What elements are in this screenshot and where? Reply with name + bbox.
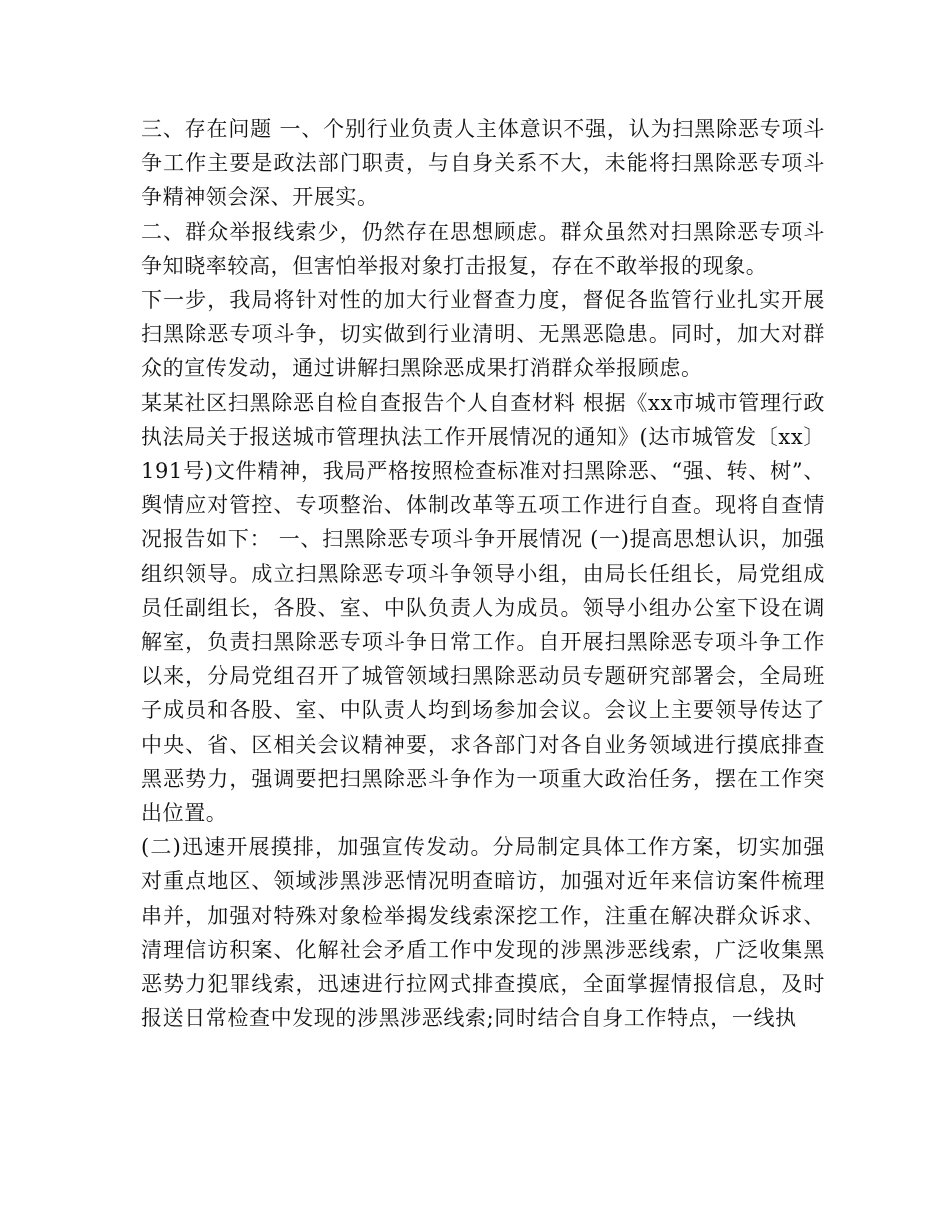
- paragraph-problems: 三、存在问题 一、个别行业负责人主体意识不强，认为扫黑除恶专项斗争工作主要是政法部门职责，与自身关系不大，未能将扫黑除恶专项斗争精神领会深、开展实。: [141, 117, 825, 210]
- paragraph-next-steps: 下一步，我局将针对性的加大行业督查力度，督促各监管行业扎实开展扫黑除恶专项斗争，切实做到行业清明、无黑恶隐患。同时，加大对群众的宣传发动，通过讲解扫黑除恶成果打消群众举报顾虑。: [141, 288, 825, 381]
- paragraph-reporting-clues: 二、群众举报线索少，仍然存在思想顾虑。群众虽然对扫黑除恶专项斗争知晓率较高，但害怕举报对象打击报复，存在不敢举报的现象。: [141, 219, 825, 278]
- paragraph-self-inspection-report: 某某社区扫黑除恶自检自查报告个人自查材料 根据《xx市城市管理行政执法局关于报送城市管理执法工作开展情况的通知》(达市城管发〔xx〕191号)文件精神，我局严格按照检查标准对扫黑除恶、“强、转、树”、舆情应对管控、专项整治、体制改革等五项工作进行自查。现将自查情况报告如下： 一、扫黑除恶专项斗争开展情况 (一)提高思想认识，加强组织领导。成立扫黑除恶专项斗争领导小组，由局长任组长，局党组成员任副组长，各股、室、中队负责人为成员。领导小组办公室下设在调解室，负责扫黑除恶专项斗争日常工作。自开展扫黑除恶专项斗争工作以来，分局党组召开了城管领域扫黑除恶动员专题研究部署会，全局班子成员和各股、室、中队责人均到场参加会议。会议上主要领导传达了中央、省、区相关会议精神要，求各部门对各自业务领域进行摸底排查黑恶势力，强调要把扫黑除恶斗争作为一项重大政治任务，摆在工作突出位置。: [141, 390, 825, 826]
- paragraph-investigation: (二)迅速开展摸排，加强宣传发动。分局制定具体工作方案，切实加强对重点地区、领域涉黑涉恶情况明查暗访，加强对近年来信访案件梳理串并，加强对特殊对象检举揭发线索深挖工作，注重在解决群众诉求、清理信访积案、化解社会矛盾工作中发现的涉黑涉恶线索，广泛收集黑恶势力犯罪线索，迅速进行拉网式排查摸底，全面掌握情报信息，及时报送日常检查中发现的涉黑涉恶线索;同时结合自身工作特点，一线执: [141, 835, 825, 1031]
- document-body: [141, 112, 825, 1035]
